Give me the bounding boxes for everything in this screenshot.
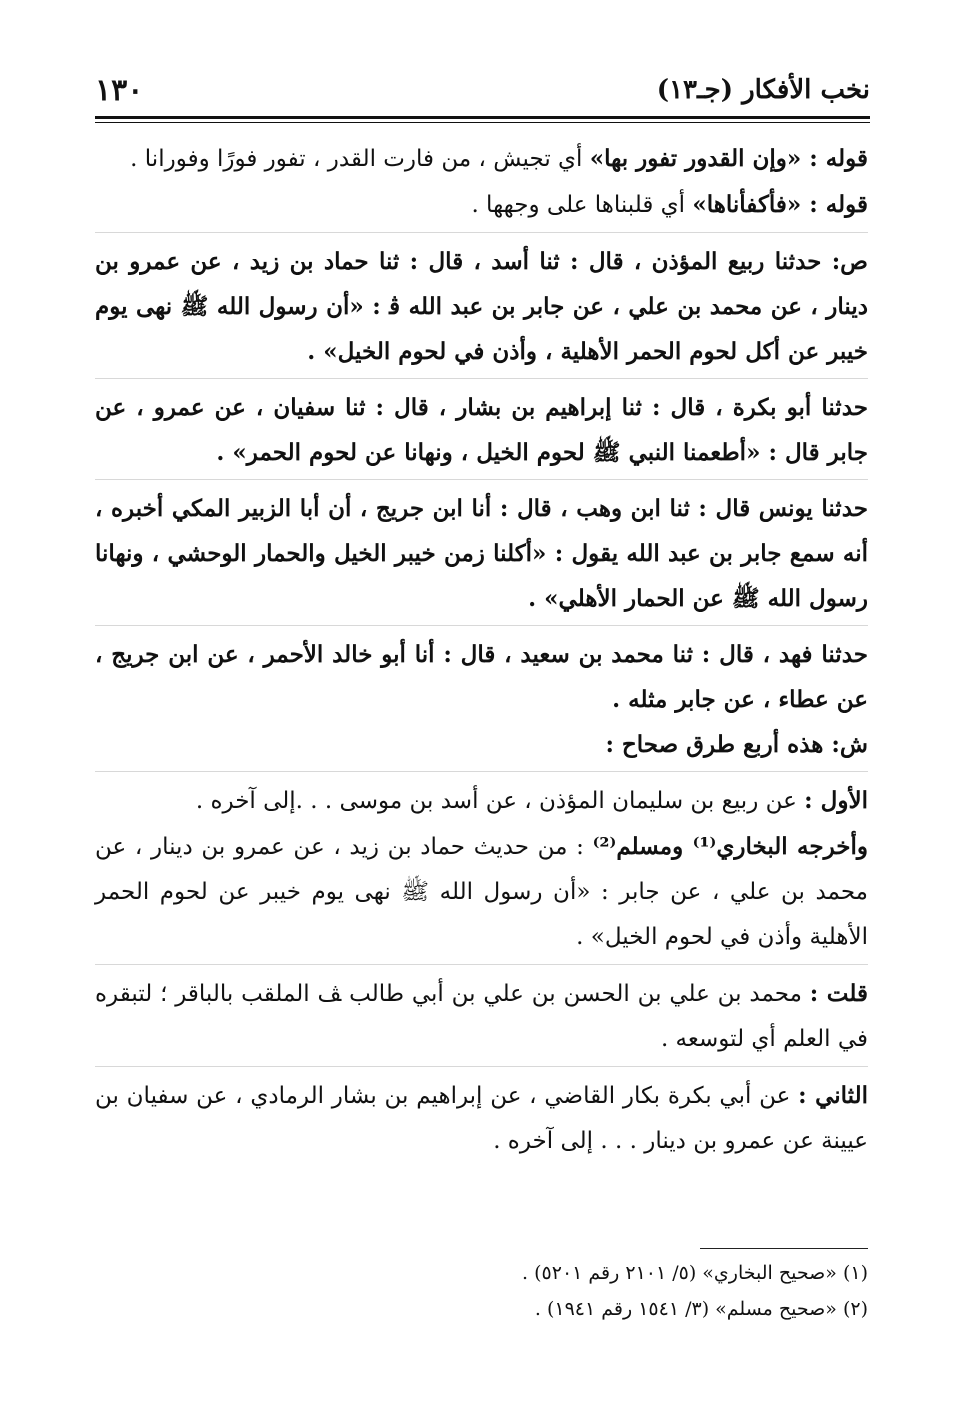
divider [95,479,868,480]
paragraph-text: محمد بن علي بن الحسن بن علي بن أبي طالب ﭫ الملقب بالباقر ؛ لتبقره في العلم أي لتوسعه . [95,981,868,1052]
hadith-text-2: حدثنا أبو بكرة ، قال : ثنا إبراهيم بن بشار ، قال : ثنا سفيان ، عن عمرو ، عن جابر قال : «أطعمنا النبي ﷺ لحوم الخيل ، ونهانا عن لحوم الحمر» . [95,394,868,466]
header-rule-thick [95,116,870,119]
main-text [95,136,868,1164]
page-header [95,70,870,110]
running-title: نخب الأفكار (جـ١٣) [656,75,870,105]
divider [95,771,868,772]
paragraph-text: عن أبي بكرة بكار القاضي ، عن إبراهيم بن بشار الرمادي ، عن سفيان بن عيينة عن عمرو بن دينار . . . إلى آخره . [95,1083,868,1154]
paragraph-text: أي تجيش ، من فارت القدر ، تفور فورًا وفورانا . [130,146,590,172]
footnote-rule [700,1248,868,1249]
header-rule-thin [95,122,870,123]
page-number: ١٣٠ [95,72,144,108]
paragraph-text: عن ربيع بن سليمان المؤذن ، عن أسد بن موسى . . .إلى آخره . [195,788,805,814]
paragraph-second-route [95,1073,868,1164]
divider [95,232,868,233]
paragraph-lead: الثاني : [798,1082,868,1109]
hadith-text-1: ص: حدثنا ربيع المؤذن ، قال : ثنا أسد ، قال : ثنا حماد بن زيد ، عن عمرو بن دينار ، عن محمد بن علي ، عن جابر بن عبد الله ﭬ : «أن رسول الله ﷺ نهى يوم خيبر عن أكل لحوم الحمر الأهلية ، وأذن في لحوم الخيل» . [95,248,868,365]
hadith-text-3: حدثنا يونس قال : ثنا ابن وهب ، قال : أنا ابن جريج ، أن أبا الزبير المكي أخبره ، أنه سمع جابر بن عبد الله يقول : «أكلنا زمن خيبر الخيل والحمار الوحشي ، ونهانا رسول الله ﷺ عن الحمار الأهلي» . [95,495,868,612]
paragraph-lead: قلت : [809,980,868,1007]
paragraph-text: أي قلبناها على وجهها . [471,192,693,218]
divider [95,964,868,965]
hadith-text-4: حدثنا فهد ، قال : ثنا محمد بن سعيد ، قال : أنا أبو خالد الأحمر ، عن ابن جريج ، عن عطاء ، عن جابر مثله . [95,641,868,713]
paragraph-first-route [95,778,868,824]
footnote-1: (١) «صحيح البخاري» (٥/ ٢١٠١ رقم ٥٢٠١) . [522,1262,868,1284]
paragraph-qawluh-2 [95,182,868,228]
paragraph-lead: قوله : «وإن القدور تفور بها» [589,145,868,172]
paragraph-qawluh-1 [95,136,868,182]
paragraph-lead: وأخرجه البخاري⁽¹⁾ ومسلم⁽²⁾ [592,833,868,860]
paragraph-lead: قوله : «فأكفأناها» [692,191,868,218]
divider [95,625,868,626]
commentary-heading: ش: هذه أربع طرق صحاح : [605,731,868,758]
footnote-2: (٢) «صحيح مسلم» (٣/ ١٥٤١ رقم ١٩٤١) . [534,1298,868,1320]
paragraph-text: : من حديث حماد بن زيد ، عن عمرو بن دينار ، عن محمد بن علي ، عن جابر : «أن رسول الله ﷺ نهى يوم خيبر عن لحوم الحمر الأهلية وأذن في لحوم الخيل» . [95,834,868,950]
paragraph-qultu [95,971,868,1062]
paragraph-bukhari-muslim [95,824,868,960]
paragraph-lead: الأول : [804,787,868,814]
divider [95,1066,868,1067]
divider [95,378,868,379]
footnotes [95,1255,868,1327]
